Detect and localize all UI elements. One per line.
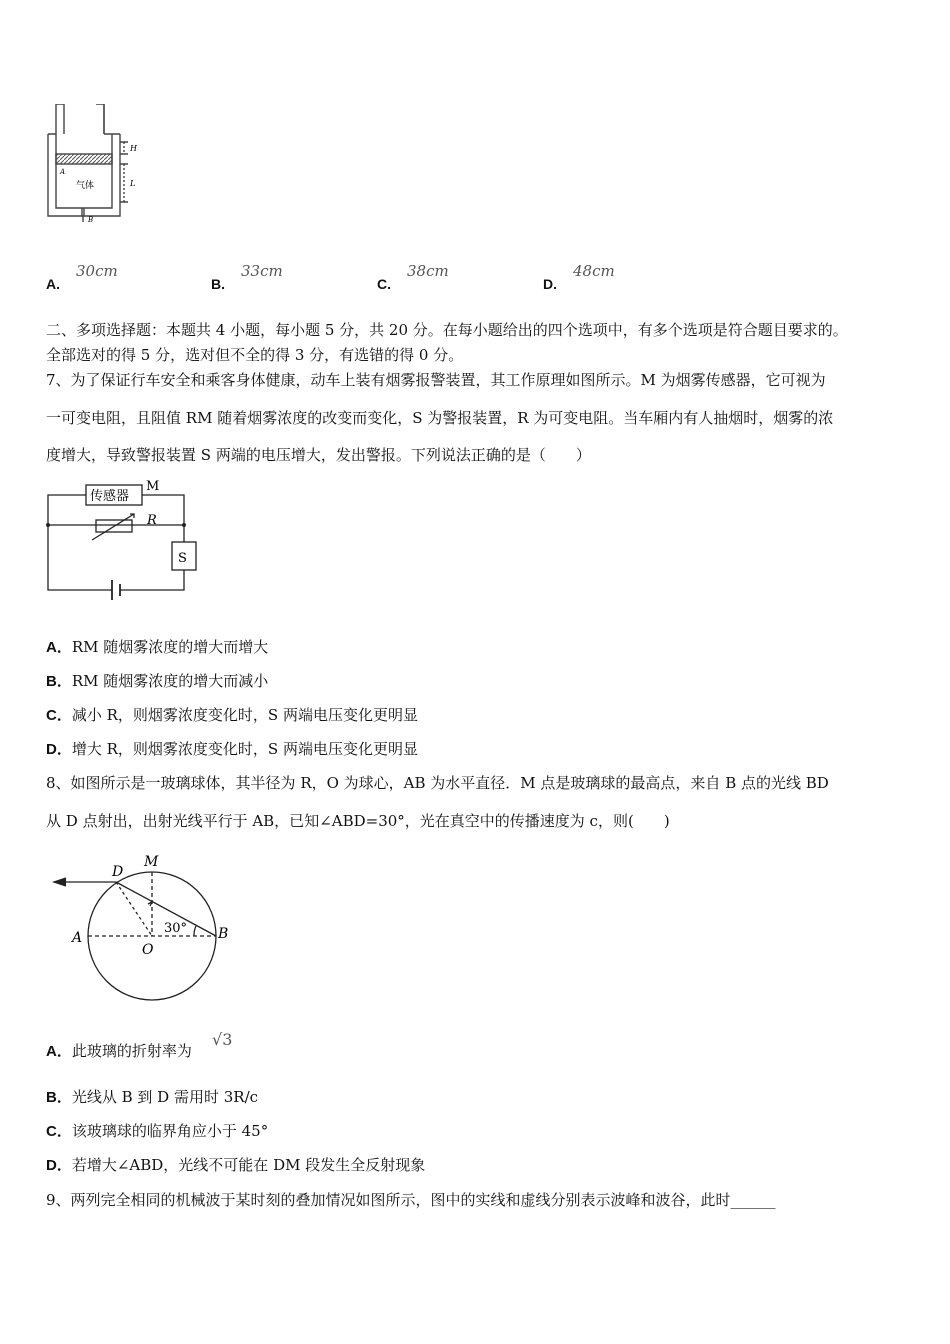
option-key: A. [46,276,60,292]
piston-label-gas: 气体 [76,181,95,191]
q9-line1: 9、两列完全相同的机械波于某时刻的叠加情况如图所示，图中的实线和虚线分别表示波峰和波谷，此时______ [46,1191,776,1209]
section2-line1: 二、多项选择题：本题共 4 小题，每小题 5 分，共 20 分。在每小题给出的四个选项中，有多个选项是符合题目要求的。 [46,321,848,339]
circuit-r-label: R [147,513,157,528]
q8-choice-b [46,1087,258,1108]
circuit-m-label: M [146,479,160,494]
choice-key: A． [46,1043,72,1060]
sphere-label-d: D [112,864,124,880]
choice-text: 增大 R，则烟雾浓度变化时，S 两端电压变化更明显 [71,740,418,758]
choice-text: 该玻璃球的临界角应小于 45° [71,1122,269,1140]
section2-line2: 全部选对的得 5 分，选对但不全的得 3 分，有选错的得 0 分。 [46,346,464,364]
piston-label-h: H [130,144,137,153]
choice-key: B． [46,673,72,690]
circuit-sensor-label: 传感器 [90,489,130,504]
choice-key: D． [46,1157,72,1174]
option-key: D. [543,276,557,292]
option-value: 38cm [407,262,449,280]
sphere-label-m: M [144,854,159,870]
q7-line3: 度增大，导致警报装置 S 两端的电压增大，发出警报。下列说法正确的是（ ） [46,446,591,464]
q7-choice-a [46,637,268,658]
choice-key: B． [46,1089,72,1106]
choice-text: 此玻璃的折射率为 [71,1042,192,1060]
option-value: 48cm [573,262,615,280]
q7-line1: 7、为了保证行车安全和乘客身体健康，动车上装有烟雾报警装置，其工作原理如图所示。M 为烟雾传感器，它可视为 [46,371,826,389]
q8-line1: 8、如图所示是一玻璃球体，其半径为 R，O 为球心，AB 为水平直径．M 点是玻璃球的最高点，来自 B 点的光线 BD [46,774,829,792]
piston-label-b: B [88,216,94,224]
choice-key: C． [46,707,72,724]
sphere-angle-label: 30° [164,921,188,936]
q7-choice-d [46,739,418,760]
sphere-label-o: O [142,942,154,958]
sqrt-three: √3 [212,1030,233,1049]
q8-line2: 从 D 点射出，出射光线平行于 AB，已知∠ABD=30°，光在真空中的传播速度为 c，则( ) [46,812,670,830]
option-value: 30cm [76,262,118,280]
circuit-s-label: S [178,551,187,566]
choice-key: A． [46,639,72,656]
choice-text: 减小 R，则烟雾浓度变化时，S 两端电压变化更明显 [71,706,418,724]
piston-label-l: L [130,179,136,188]
q7-choice-b [46,671,268,692]
choice-key: C． [46,1123,72,1140]
option-key: B. [211,276,225,292]
q7-circuit-figure [44,478,204,600]
piston-cylinder-figure [44,104,144,224]
q6-options [46,262,686,296]
q8-sphere-figure [44,848,244,1004]
q8-choice-c [46,1121,268,1142]
sphere-label-b: B [218,926,229,942]
choice-text: RM 随烟雾浓度的增大而减小 [71,672,269,690]
choice-text: 光线从 B 到 D 需用时 3R/c [71,1088,259,1106]
q8-choice-a [46,1041,192,1062]
option-key: C. [377,276,391,292]
q7-line2: 一可变电阻，且阻值 RM 随着烟雾浓度的改变而变化，S 为警报装置，R 为可变电阻。当车厢内有人抽烟时，烟雾的浓 [46,409,834,427]
piston-label-a: A [60,168,66,176]
choice-text: RM 随烟雾浓度的增大而增大 [71,638,269,656]
choice-key: D． [46,741,72,758]
q7-choice-c [46,705,418,726]
q8-choice-d [46,1155,425,1176]
choice-text: 若增大∠ABD，光线不可能在 DM 段发生全反射现象 [71,1156,426,1174]
option-value: 33cm [241,262,283,280]
sphere-label-a: A [72,930,83,946]
